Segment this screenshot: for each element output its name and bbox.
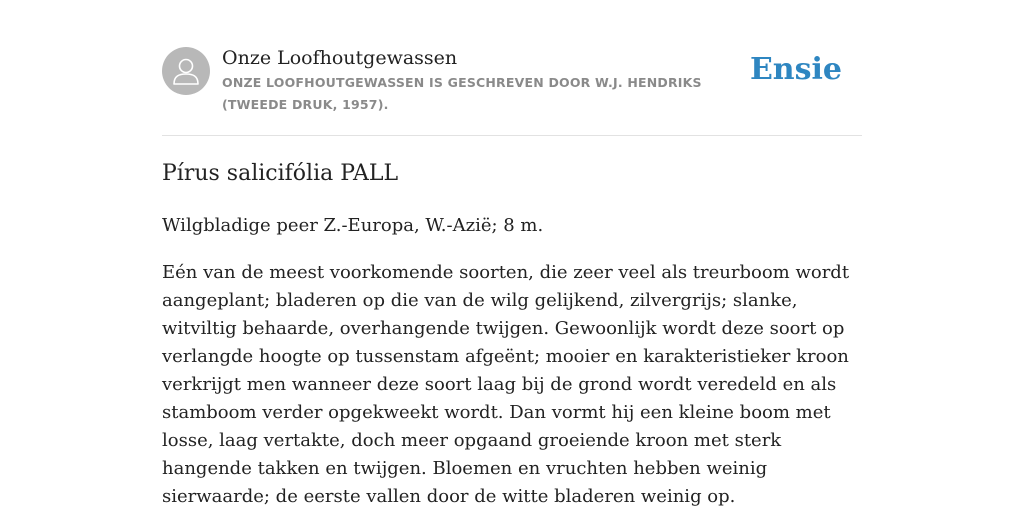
source-title[interactable]: Onze Loofhoutgewassen xyxy=(222,47,458,69)
article-title: Pírus salicifólia PALL xyxy=(162,161,399,186)
article-paragraph: Wilgbladige peer Z.-Europa, W.-Azië; 8 m. xyxy=(162,215,544,236)
user-icon xyxy=(162,47,210,95)
divider xyxy=(162,135,862,136)
source-header xyxy=(162,46,862,136)
brand-logo[interactable]: Ensie xyxy=(749,52,842,87)
avatar[interactable] xyxy=(162,47,210,95)
article-paragraph: Eén van de meest voorkomende soorten, die zeer veel als treurboom wordt aangeplant; bladeren op die van de wilg gelijkend, zilvergrijs; slanke, witviltig behaarde, overhangende twijgen. Gewoonlijk wordt deze soort op verlangde hoogte op tussenstam afgeënt; mooier en karakteristieker kroon verkrijgt men wanneer deze soort laag bij de grond wordt veredeld en als stamboom verder opgekweekt wordt. Dan vormt hij een kleine boom met losse, laag vertakte, doch meer opgaand groeiende kroon met sterk hangende takken en twijgen. Bloemen en vruchten hebben weinig sierwaarde; de eerste vallen door de witte bladeren weinig op. xyxy=(162,262,850,507)
source-description: ONZE LOOFHOUTGEWASSEN IS GESCHREVEN DOOR W.J. HENDRIKS (TWEEDE DRUK, 1957). xyxy=(222,75,702,112)
